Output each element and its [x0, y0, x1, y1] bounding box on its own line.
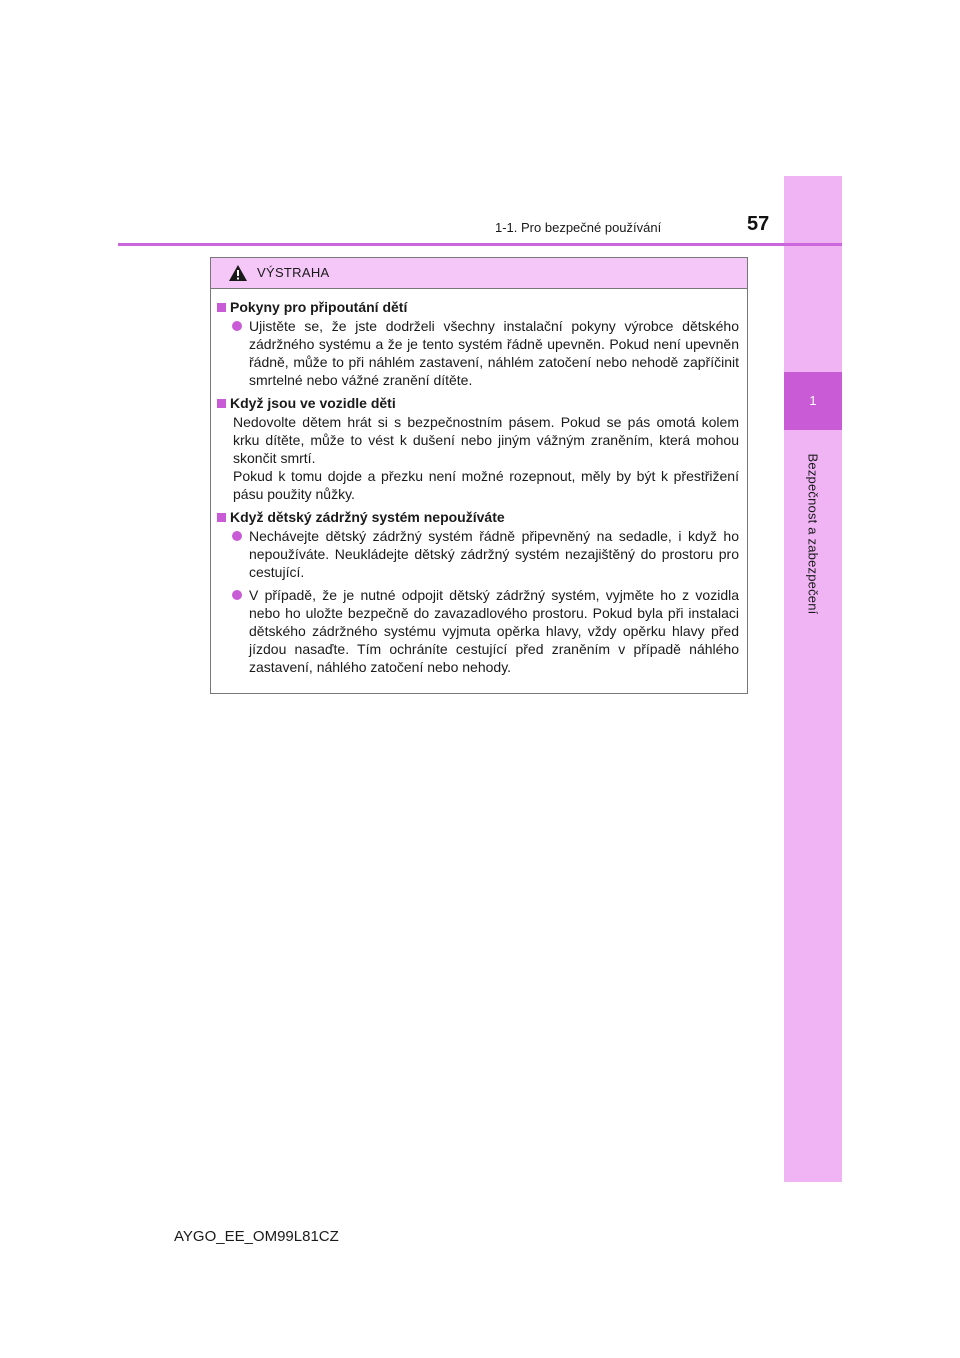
- section-heading: [217, 298, 741, 316]
- section-heading: [217, 394, 741, 412]
- paragraph-text: Pokud k tomu dojde a přezku není možné rozepnout, měly by být k přestřižení pásu použity nůžky.: [233, 468, 739, 502]
- warning-body: [211, 289, 747, 676]
- section-heading: [217, 508, 741, 526]
- chapter-title: Bezpečnost a zabezpečení: [805, 453, 821, 615]
- dot-bullet-icon: [232, 590, 242, 600]
- header-divider: [118, 243, 842, 246]
- paragraph-text: Nedovolte dětem hrát si s bezpečnostním pásem. Pokud se pás omotá kolem krku dítěte, může to vést k dušení nebo jiným vážným zraněním, která mohou skončit smrtí.: [233, 414, 739, 466]
- section-heading-text: Když jsou ve vozidle děti: [230, 395, 396, 411]
- warning-section: [217, 508, 741, 676]
- square-bullet-icon: [217, 303, 226, 312]
- section-heading-text: Když dětský zádržný systém nepoužíváte: [230, 509, 505, 525]
- dot-bullet-icon: [232, 321, 242, 331]
- document-code: AYGO_EE_OM99L81CZ: [174, 1228, 339, 1245]
- dot-bullet-icon: [232, 531, 242, 541]
- bullet-text: V případě, že je nutné odpojit dětský zádržný systém, vyjměte ho z vozidla nebo ho uložte bezpečně do zavazadlového prostoru. Pokud byla při instalaci dětského zádržného systému vyjmuta opěrka hlavy, vždy opěrku hlavy před jízdou nasaďte. Tím ochráníte cestující před zraněním v případě náhlého zastavení, náhlého zatočení nebo nehody.: [249, 587, 739, 675]
- warning-section: [217, 298, 741, 389]
- section-heading-text: Pokyny pro připoutání dětí: [230, 299, 408, 315]
- square-bullet-icon: [217, 513, 226, 522]
- bullet-item: [217, 317, 741, 389]
- paragraph: [217, 413, 741, 503]
- square-bullet-icon: [217, 399, 226, 408]
- warning-header: [211, 258, 747, 289]
- warning-title: VÝSTRAHA: [257, 265, 330, 280]
- chapter-side-tab: [784, 176, 842, 1182]
- section-title: 1-1. Pro bezpečné používání: [495, 220, 662, 235]
- page-number: 57: [747, 213, 770, 235]
- warning-triangle-icon: [228, 264, 248, 282]
- warning-box: [210, 257, 748, 694]
- warning-section: [217, 394, 741, 503]
- bullet-text: Nechávejte dětský zádržný systém řádně připevněný na sedadle, i když ho nepoužíváte. Neukládejte dětský zádržný systém nezajištěný do prostoru pro cestující.: [249, 528, 739, 580]
- bullet-item: [217, 586, 741, 676]
- chapter-number-tab: 1: [784, 372, 842, 430]
- bullet-text: Ujistěte se, že jste dodrželi všechny instalační pokyny výrobce dětského zádržného systému a že je tento systém řádně upevněn. Pokud není upevněn řádně, může to při náhlém zastavení, náhlém zatočení nebo nehodě zapříčinit smrtelné nebo vážné zranění dítěte.: [249, 318, 739, 388]
- bullet-item: [217, 527, 741, 581]
